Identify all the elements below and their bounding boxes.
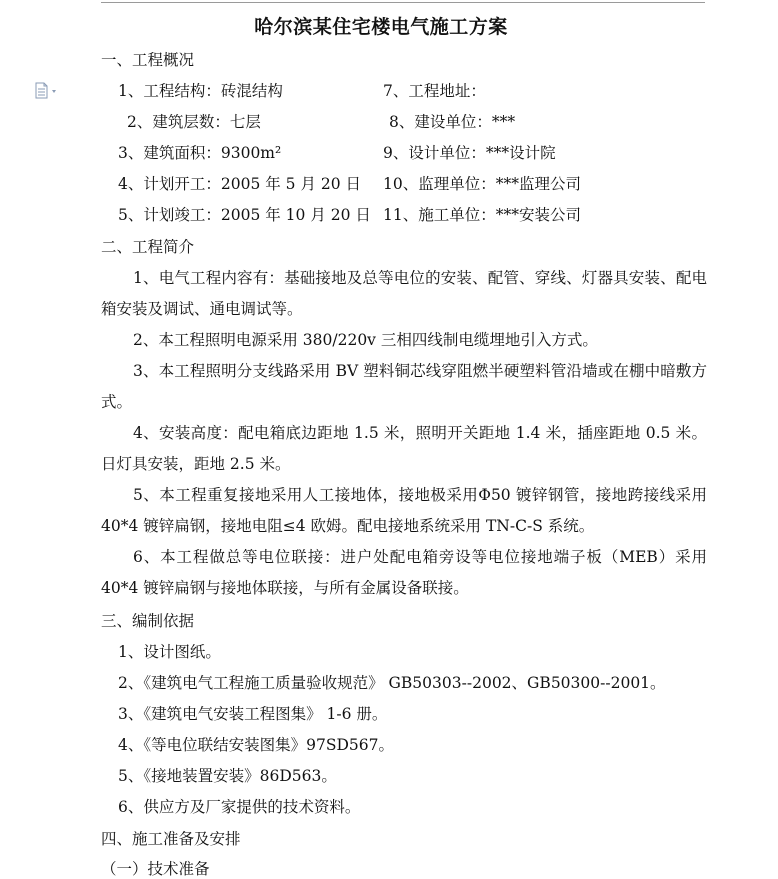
intro-paragraph: 4、安装高度：配电箱底边距地 1.5 米，照明开关距地 1.4 米，插座距地 0.5 米。 日灯具安装，距地 2.5 米。 [101,424,707,473]
section-heading-overview: 一、工程概况 [101,51,195,69]
section-heading-preparation: 四、施工准备及安排 [101,830,241,848]
basis-item: 1、设计图纸。 [118,643,221,661]
intro-paragraph: 6、本工程做总等电位联接：进户处配电箱旁设等电位接地端子板（MEB）采用 40*4 镀锌扁钢与接地体联接，与所有金属设备联接。 [101,548,707,597]
basis-item: 4、《等电位联结安装图集》97SD567。 [118,736,394,754]
chevron-down-icon [52,90,56,93]
intro-paragraph: 5、本工程重复接地采用人工接地体，接地极采用Φ50 镀锌钢管，接地跨接线采用 40*4 镀锌扁钢，接地电阻≤4 欧姆。配电接地系统采用 TN-C-S 系统。 [101,486,707,535]
basis-item: 6、供应方及厂家提供的技术资料。 [118,798,361,816]
basis-item: 3、《建筑电气安装工程图集》 1-6 册。 [118,705,388,723]
section-heading-intro: 二、工程简介 [101,238,195,256]
document-title: 哈尔滨某住宅楼电气施工方案 [254,16,508,38]
overview-left-item: 1、工程结构：砖混结构 [118,82,283,100]
subsection-heading-technical: （一）技术准备 [101,860,210,878]
overview-right-item: 8、建设单位：*** [389,113,516,131]
overview-right-item: 10、监理单位：***监理公司 [383,175,581,193]
overview-left-item: 3、建筑面积：9300m² [118,144,282,162]
overview-left-item: 5、计划竣工：2005 年 10 月 20 日 [118,206,371,224]
document-icon [34,82,64,100]
section-heading-basis: 三、编制依据 [101,612,195,630]
overview-left-item: 2、建筑层数：七层 [127,113,261,131]
basis-item: 2、《建筑电气工程施工质量验收规范》 GB50303--2002、GB50300--2001。 [118,674,666,692]
document-menu-icon[interactable] [34,82,64,100]
basis-item: 5、《接地装置安装》86D563。 [118,767,337,785]
overview-left-item: 4、计划开工：2005 年 5 月 20 日 [118,175,362,193]
overview-right-item: 11、施工单位：***安装公司 [383,206,581,224]
intro-paragraph: 2、本工程照明电源采用 380/220v 三相四线制电缆埋地引入方式。 [133,331,598,349]
intro-paragraph: 3、本工程照明分支线路采用 BV 塑料铜芯线穿阻燃半硬塑料管沿墙或在棚中暗敷方式。 [101,362,707,411]
page-top-border [101,2,705,3]
intro-paragraph: 1、电气工程内容有：基础接地及总等电位的安装、配管、穿线、灯器具安装、配电箱安装及调试、通电调试等。 [101,269,707,318]
overview-right-item: 7、工程地址： [383,82,486,100]
overview-right-item: 9、设计单位：***设计院 [383,144,556,162]
